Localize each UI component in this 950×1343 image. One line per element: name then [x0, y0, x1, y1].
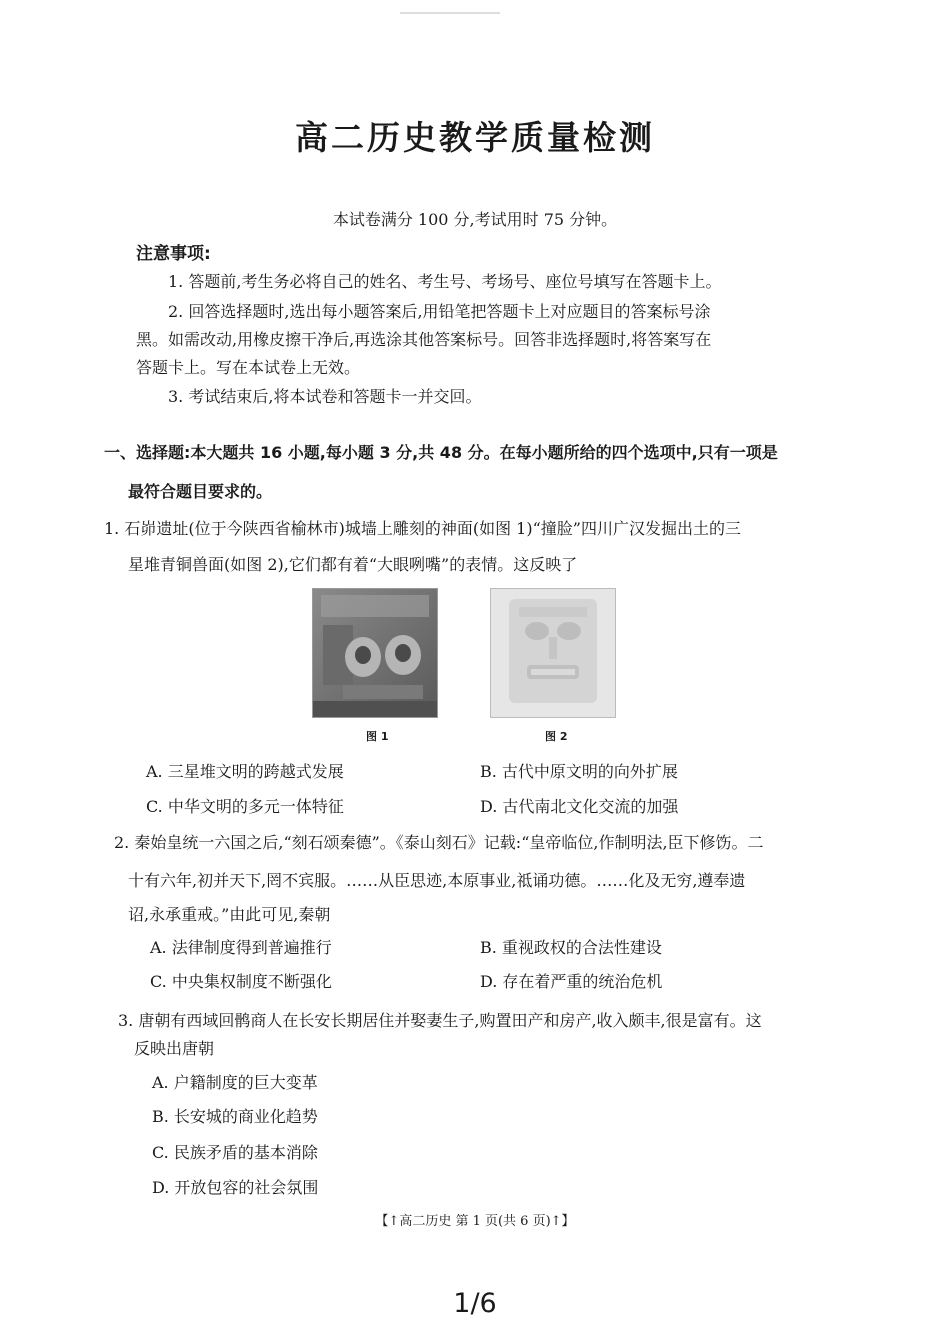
q3-option-c: C. 民族矛盾的基本消除 [152, 1143, 318, 1162]
q1-option-c: C. 中华文明的多元一体特征 [146, 797, 344, 816]
q1-stem-line-1: 1. 石峁遗址(位于今陕西省榆林市)城墙上雕刻的神面(如图 1)“撞脸”四川广汉发掘出土的三 [104, 519, 741, 538]
q3-option-a: A. 户籍制度的巨大变革 [152, 1073, 318, 1092]
notice-line-3: 黑。如需改动,用橡皮擦干净后,再选涂其他答案标号。回答非选择题时,将答案写在 [136, 330, 712, 349]
figure-2-image [490, 588, 616, 718]
exam-info: 本试卷满分 100 分,考试用时 75 分钟。 [332, 210, 618, 229]
q2-stem-line-3: 诏,永承重戒。”由此可见,秦朝 [128, 905, 331, 924]
q2-stem-line-2: 十有六年,初并天下,罔不宾服。……从臣思迹,本原事业,祗诵功德。……化及无穷,遵奉遗 [128, 871, 746, 890]
q1-option-b: B. 古代中原文明的向外扩展 [480, 762, 678, 781]
page-number: 1/6 [453, 1288, 497, 1319]
q3-option-d: D. 开放包容的社会氛围 [152, 1178, 319, 1197]
section-heading-cont: 最符合题目要求的。 [128, 482, 273, 501]
q2-option-c: C. 中央集权制度不断强化 [150, 972, 332, 991]
q2-option-a: A. 法律制度得到普遍推行 [150, 938, 332, 957]
q2-stem-line-1: 2. 秦始皇统一六国之后,“刻石颂秦德”。《泰山刻石》记载:“皇帝临位,作制明法,臣下修饬。二 [114, 833, 764, 852]
q1-option-d: D. 古代南北文化交流的加强 [480, 797, 679, 816]
q3-option-b: B. 长安城的商业化趋势 [152, 1107, 318, 1126]
notice-line-5: 3. 考试结束后,将本试卷和答题卡一并交回。 [168, 387, 482, 406]
section-heading: 一、选择题:本大题共 16 小题,每小题 3 分,共 48 分。在每小题所给的四个选项中,只有一项是 [104, 443, 778, 462]
q2-option-b: B. 重视政权的合法性建设 [480, 938, 662, 957]
q2-option-d: D. 存在着严重的统治危机 [480, 972, 663, 991]
figure-1-image [312, 588, 438, 718]
page-footer: 【↑高二历史 第 1 页(共 6 页)↑】 [375, 1214, 575, 1229]
q1-stem-line-2: 星堆青铜兽面(如图 2),它们都有着“大眼咧嘴”的表情。这反映了 [128, 555, 578, 574]
notice-line-2: 2. 回答选择题时,选出每小题答案后,用铅笔把答题卡上对应题目的答案标号涂 [168, 302, 711, 321]
q1-option-a: A. 三星堆文明的跨越式发展 [146, 762, 344, 781]
q3-stem-line-1: 3. 唐朝有西域回鹘商人在长安长期居住并娶妻生子,购置田产和房产,收入颇丰,很是富有。这 [118, 1011, 762, 1030]
notice-heading: 注意事项: [136, 244, 211, 264]
q3-stem-line-2: 反映出唐朝 [134, 1039, 215, 1058]
page-title: 高二历史教学质量检测 [295, 118, 655, 157]
notice-line-1: 1. 答题前,考生务必将自己的姓名、考生号、考场号、座位号填写在答题卡上。 [168, 272, 722, 291]
figure-1-caption: 图 1 [366, 730, 389, 743]
notice-line-4: 答题卡上。写在本试卷上无效。 [136, 358, 361, 377]
scan-mark [400, 12, 500, 14]
figure-2-caption: 图 2 [545, 730, 568, 743]
